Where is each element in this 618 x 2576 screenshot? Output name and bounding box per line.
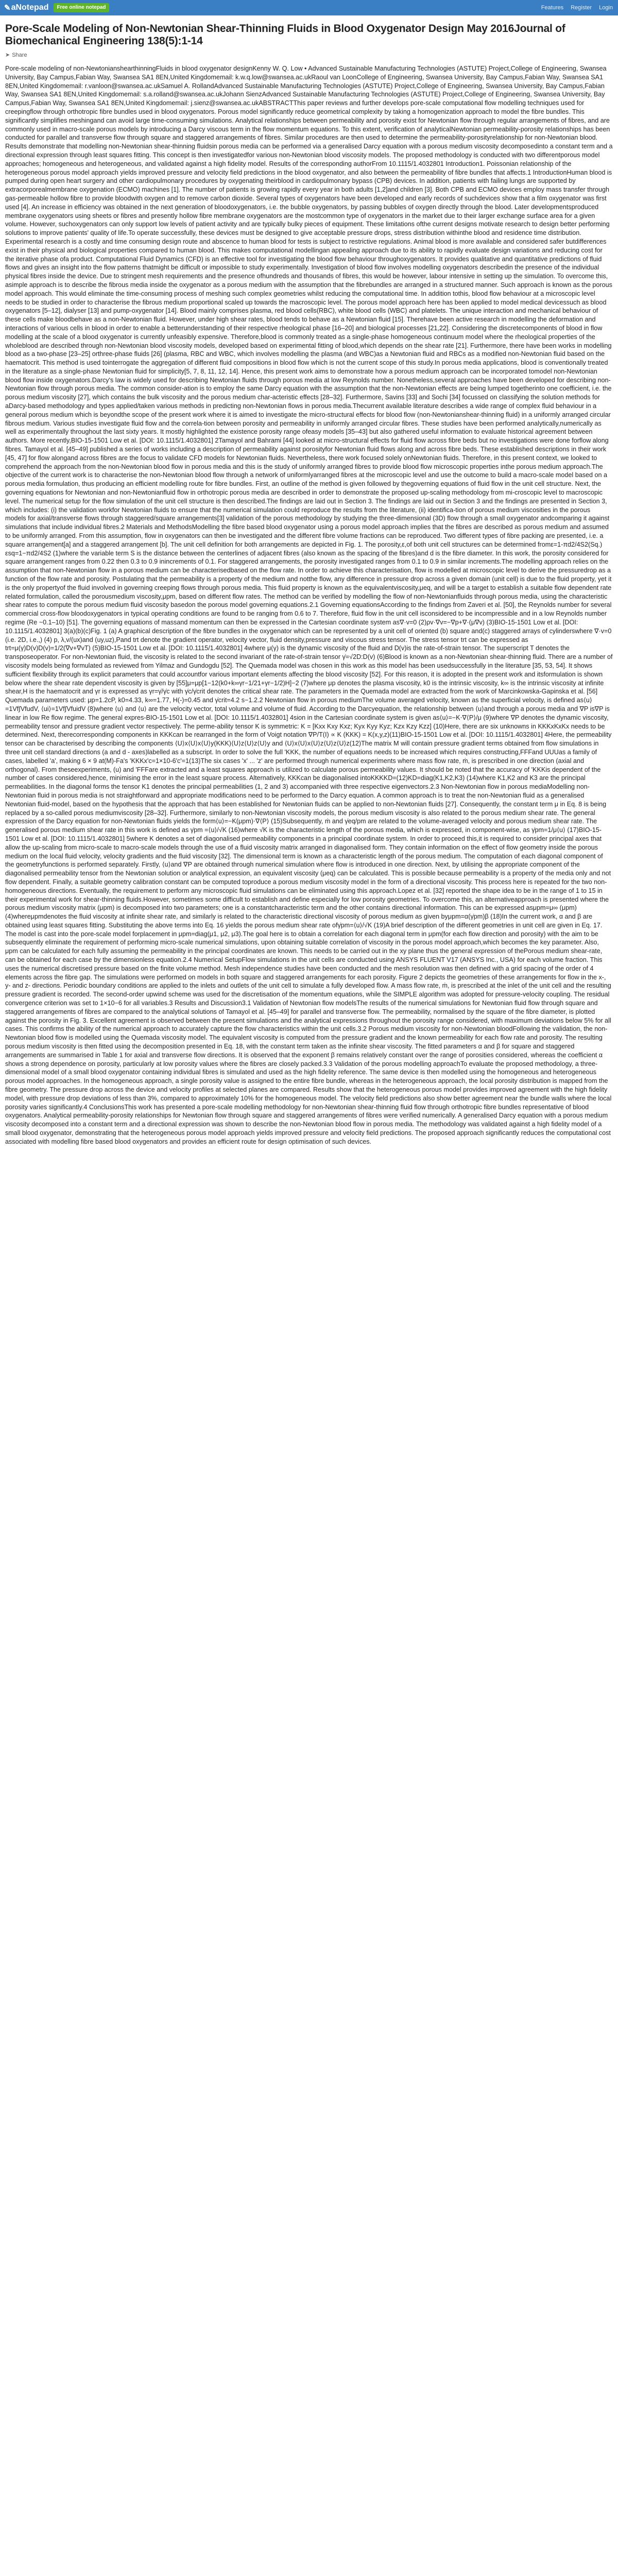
note-body: Pore-scale modeling of non-NewtonianshearthinningFluids in blood oxygenator designKenny W. Q. Low • Advanced Sustainable Manufacturing Technologies (ASTUTE) Project,College of Engineering, Swansea University, Bay Campus,Fabian Way, Swansea SA1 8EN,United Kingdomemail: k.w.q.low@swansea.ac.ukRaoul van LoonCollege of Engineering, Swansea University, Bay Campus,Fabian Way, Swansea SA1 8EN,United Kingdomemail: r.vanloon@swansea.ac.ukSamuel A. RollandAdvanced Sustainable Manufacturing Technologies (ASTUTE) Project,College of Engineering, Swansea University, Bay Campus,Fabian Way, Swansea SA1 8EN,United Kingdomemail: s.a.rolland@swansea.ac.ukJohann SienzAdvanced Sustainable Manufacturing Technologies (ASTUTE) Project,College of Engineering, Swansea University, Bay Campus,Fabian Way, Swansea SA1 8EN,United Kingdomemail: j.sienz@swansea.ac.ukABSTRACTThis paper reviews and further develops pore-scale computational flow modelling techniques used for creepingflow through orthotropic fibre bundles used in blood oxygenators. Porous model significantly reduce geometrical complexity by taking a homogenization approach to model the fibre bundles. This significantly simplifies meshingand can avoid large time-consuming simulations. Analytical relationships between permeability and porosity exist for Newtonian flow through regular arrangements of fibres, and are commonly used in macro-scale porous models by introducing a Darcy viscous term in the flow momentum equations. To this extent, verification of analyticalNewtonian permeability-porosity relationships has been conducted for parallel and transverse flow through square and staggered arrangements of fibres. Similar procedures are then used to determine the permeability-porosityrelationship for non-Newtonian blood. Results demonstrate that modelling non-Newtonian shear-thinning fluidsin porous media can be performed via a generalised Darcy equation with a porous medium viscosity decomposedinto a constant term and a directional expression through least squares fitting. This concept is then investigatedfor various non-Newtonian blood viscosity models. The proposed methodology is conducted with two differentporous model approaches; homogeneous and heterogeneous, and validated against a high fidelity model. Results of the corresponding authorFrom 10.1115/1.4032801 Introduction1. Poissonian relationship of the heterogeneous porous model approach yields improved pressure and velocity field predictions in the blood oxygenator, and also between the permeability of fibre bundles that affects.1 IntroductionHuman blood is pumped during open heart surgery and other cardiopulmonary procedures by oxygenating theirblood in cardiopulmonary bypass (CPB) devices. In addition, patients with failing lungs are supported by extracorporealmembrane oxygenation (ECMO) machines [1]. The number of patients is growing rapidly every year in both adults [1,2]and children [3]. Both CPB and ECMO devices employ mass transfer through gas-permeable hollow fibre to provide bloodwith oxygen and to remove carbon dioxide. Several types of oxygenators have been developed and early records of suchdevices show that a film oxygenator was first used [4]. An increase in efficiency was obtained in the next generation of bloodoxygenators, i.e. the bubble oxygenators, by passing bubbles of oxygen directly through the blood. Later developmentsproduced membrane oxygenators using sheets or fibres and presently hollow fibre membrane oxygenators are the mostcommon type of oxygenators in the market due to their larger exchange surface area for a given volume. However, suchoxygenators can only support low levels of patient activity and are typically bulky pieces of equipment. These limitations ofthe current designs motivate research to design better performing solutions to improve patients' quality of life.To operate successfully, these devices must be designed to give acceptable pressure drops, stress distribution withinthe blood and residence time distribution. Experimental research is a costly and time consuming design route and abscence to human blood for tests is subject to restrictive regulations. Animal blood is more available and considered safer butdifferences exist in their physical and biological properties compared to human blood. This makes computational modellingan appealing approach due to its ability to rapidly evaluate design variations and reducing cost for the iterative phase ofa product. Computational Fluid Dynamics (CFD) is an effective tool for investigating the blood flow behaviour throughoxygenators. It provides qualitative and quantitative predictions of fluid flows and gives an insight into the flow patterns thatmight be difficult or impossible to study experimentally. Investigation of blood flow involves modelling oxygenators describedin the presence of the individual physical fibres inside the device. Due to stringent mesh requirements and the presence ofhundreds and thousands of fibres, this would be however, labour intensive in setting up the simulation. To overcome this, asimple approach is to describe the fibrous media inside the oxygenator as a porous medium with the assumption that the fibrebundles are arranged in a structured manner. Such approach is known as the porous model approach. This would eliminate the time-consuming process of meshing such complex geometries whilst reducing the computational time. In addition tothis, blood flow behaviour at a microscopic level needs to be studied in order to characterise the fibrous medium proportional scaled up towards the macroscopic level. The porous model approach here has been applied to model medical devicessuch as blood oxygenators [5–12], dialyser [13] and pump-oxygenator [14]. Blood mainly comprises plasma, red blood cells(RBC), white blood cells (WBC) and platelets. The unique interaction and mechanical behaviour of these cells make bloodbehave as a non-Newtonian fluid. However, under high shear rates, blood tends to behave as a Newtonian fluid [15]. Therehave been active research in modelling the deformation and interactions of various cells in blood in order to enable a betterunderstanding of their respective rheological phase [16–20] and biological processes [21,22]. Considering the discretecomponents of blood in flow modelling at the scale of a blood oxygenator is currently unfeasibly expensive. Therefore,blood is commonly treated as a single-phase homogeneous continuum model where the rheological properties of the wholeblood are described through non-Newtonian blood viscosity models, developed based on experimental fitting of blood,which depends on the shear rate [21]. Furthermore, there have been works in modelling blood as a two-phase [23–25] orthree-phase fluids [26] (plasma, RBC and WBC, which involves modelling the plasma (and WBC)as a Newtonian fluid and RBCs as a modified non-Newtonian fluid based on the haematocrit. This method is used tointerrogate the aggregation of different fluid compositions in blood flow which is not the current scope of this study.In porous media applications, blood is conventionally treated in the literature as a single-phase Newtonian fluid for simplicity[5, 7, 8, 11, 12, 14]. Hence, this present work aims to demonstrate how a porous medium approach can be incorporated tomodel non-Newtonian blood flow inside oxygenators.Darcy's law is widely used for describing Newtonian fluids through porous media at low Reynolds number. Nonetheless,several approaches have been developed for describing non-Newtonian flow through porous media. The common consider-ation is to employ the same Darcy equation with the assumption that the non-Newtonian effects are being lumped togetherinto one coefficient, i.e. the porous medium viscosity [27], which contains the bulk viscosity and the porous medium char-acteristic effects [28–32]. Furthermore, Savins [33] and Sochi [34] focussed on classifying the solution methods for aDarcy-based methodology and types applied/taken various methods in predicting non-Newtonian flows in porous media.Thecurrent available literature describes a wide range of complex fluid behaviour in a general porous medium which is beyondthe scope of the present work where it is aimed to investigate the micro-structural effects for blood flow (non-Newtonianshear-thinning fluid) in a uniformly arranged circular fibrous medium. Various studies investigate fluid flow and the correla-tion between porosity and permeability in uniformly arranged circular fibres. These studies have been performed analytically,numerically as well as experimentally throughout the last sixty years. It mostly highlighted the existence porosity range ofeasy models [35–43] but also gathered useful information to evaluate historical agreement between authors. More recently,BIO-15-1501 Low et al. [DOI: 10.1115/1.4032801] 2Tamayol and Bahrami [44] looked at micro-structural effects for fluid flow across fibre beds but no investigations were done forflow along fibres. Tamayol et al. [45–49] published a series of works including a description of permeability against porosityfor Newtonian fluid flows along and across fibre beds. These established descriptions in their work [45, 47] for flow alongand across fibres are the focus to validate CFD models for Newtonian fluids. Nevertheless, there work focused solely onNewtonian fluids. Therefore, in this present context, we looked to comprehend the approach from the non-Newtonian blood flow in porous media and this is the study of uniformly arranged fibres to provide blood flow microscopic properties inthe porous medium approach.The objective of the current work is to characterise the non-Newtonian blood flow through a network of uniformlyarranged fibres at the microscopic level and use the outcome to build a macro-scale model based on a porous media formulation, thus producing an efficient modelling route for fibre bundles. First, an outline of the method is given followed by thegoverning equations of fluid flow in the unit cell structure. Next, the governing equations for Newtonian and non-Newtonianfluid flow in orthotropic porous media are described in order to demonstrate the proposed up-scaling methodology from mi-croscopic level to macroscopic level. The numerical setup for the flow simulation of the unit cell structure is then described.The findings are laid out in Section 3. The findings are laid out in Section 3 and the findings are presented in Section 3, which includes: (i) the validation workfor Newtonian fluids to ensure that the numerical simulation could reproduce the results from the literature, (ii) identifica-tion of porous medium viscosities in the porous models for axial/transverse flows through staggered/square arrangements[3] validation of the porous methodology by studying the three-dimensional (3D) flow through a small oxygenator andcomparing it against simulations that include individual fibres.2 Materials and MethodsModelling the fibre based blood oxygenator using a porous model approach implies that the fibres are described as porous medium and assumed to be uniformly arranged. From this assumption, flow in oxygenators can then be investigated and the different fibre volume fractions can be reproduced. Two different types of fibre packing are presented, i.e. a square arrangement[a] and a staggered arrangement [b]. The unit cell definition for both arrangements are depicted in Fig. 1. The porosity,ε,of both unit cell structures can be determined fromε=1-πd2/4S2(Sq.) εsq=1−πd2/4S2 (1)where the variable term S is the distance between the centerlines of adjacent fibres (also known as the spacing of the fibres)and d is the fibre diameter. In this work, the porosity considered for square arrangement ranges from 0.22 then 0.3 to 0.9 inincrements of 0.1. For staggered arrangements, the porosity investigated ranges from 0.1 to 0.9 in similar increments.The modelling approach relies on the assumption that non-Newtonian flow in a porous medium can be characterisedbased on the flow rate. In order to achieve this characterisation, flow is modelled at microscopic level to derive the pressuredrop as a function of the flow rate and porosity. Postulating that the permeability is a property of the medium and notthe flow, any difference in pressure drop across a given domain (unit cell) is due to the fluid property, yet it is the only propertyof the fluid involved in governing creeping flows through porous media. This fluid property is known as the equivalentviscosity,μeq, and will be a target to establish a suitable flow dependent rate related formulation, called the porousmedium viscosity,μpm, based on different flow rates. The method can be verified by modelling the flow of non-Newtonianfluids through porous media, using the characteristic shear rates to compute the porous medium fluid viscosity basedon the porous model governing equations.2.1 Governing equationsAccording to the findings from Zaveri et al. [50], the Reynolds number for several commercial cross-flow bloodoxygenators in typical operating conditions are found to be ranging from 0.6 to 7. Therefore, fluid flow in the unit cell isconsidered to be incompressible and in a low Reynolds number regime (Re ~0.1–10) [51]. The governing equations of massand momentum can then be expressed in the Cartesian coordinate system as∇·v=0 (2)ρv·∇v=−∇p+∇·(μ∇v) (3)BIO-15-1501 Low et al. [DOI: 10.1115/1.4032801] 3(a)(b)(c)Fig. 1 (a) A graphical description of the fibre bundles in the oxygenator which can be represented by a unit cell of oriented (b) square and(c) staggered arrays of cylinderswhere ∇·v=0 (i.e. 2D, i.e.,) (4) p, λ,v/(ux)and (uy,uz),Pand trt denote the gradient operator, velocity vector, fluid density,pressure and viscous stress tensor. The stress tensor trt can be expressed as trt=μ(γ)D(v)D(v)=1/2(∇v+∇vT) (5)BIO-15-1501 Low et al. [DOI: 10.1115/1.4032801] 4where μ(γ) is the dynamic viscosity of the fluid and D(v)is the rate-of-strain tensor. The superscript T denotes the transposeoperator. For non-Newtonian fluid, the viscosity is related to the second invariant of the rate-of-strain tensor γ̇=√2D:D(v) (6)Blood is known as a non-Newtonian shear-thinning fluid. There are a number of viscosity models being formulated as reviewed from Yilmaz and Gundogdu [52]. The Quemada model was chosen in this work as this model has been usedsuccessfully in the literature [35, 53, 54]. It shows sufficient flexibility through its explicit parameters that could accountfor various important elements affecting the blood viscosity [52]. For this reason, it is adopted in the present work and itsformulation is shown below where the shear rate dependent viscosity is given by [55]μ=μp[1−12(k0+k∞γr−1/21+γr−1/2)H]−2 (7)where μp denotes the plasma viscosity, k0 is the intrinsic viscosity, k∞ is the intrinsic viscosity at infinite shear,H is the haematocrit and γr is expressed as γr=γ̇/γ̇c with γ̇c/γ̇crit denotes the critical shear rate. The parameters in the Quemada model are extracted from the work of Marcinkowska-Gapinska et al. [56] Quemada parameters used: μp=1.2cP, k0=4.33, k∞=1.77, H(-)=0.45 and γ̇crit=4.2 s−1.2.2 Newtonian flow in porous mediumThe volume averaged velocity, known as the superficial velocity, is defined as⟨u⟩=1Vf∫VfudV, ⟨ui⟩=1Vf∫VfuidV (8)where ⟨u⟩ and ⟨u⟩ are the velocity vector, total volume and volume of fluid. According to the Darcyequation, the relationship between ⟨u⟩and through a porous media and ∇P is∇P is linear in low Re flow regime. The general expres-BIO-15-1501 Low et al. [DOI: 10.1115/1.4032801] 4sion in the Cartesian coordinate system is given as⟨u⟩=−K⋅∇⟨P⟩/μ (9)where ∇P denotes the dynamic viscosity, permeability tensor and pressure gradient vector respectively. The perme-ability tensor K is symmetric: K = [Kxx Kxy Kxz; Kyx Kyy Kyz; Kzx Kzy Kzz] (10)Here, there are six unknowns in KKKxKxKx needs to be determined. Next, therecorresponding components in KKKcan be rearranged in the form of Voigt notation ∇P/T(I) ∝ K (KKK) = K(x,y,z)(11)BIO-15-1501 Low et al. [DOI: 10.1115/1.4032801] 4Here, the permeability tensor can be characterised by describing the components ⟨U⟩x⟨U⟩x⟨U⟩y(KKK)⟨U⟩z⟨U⟩z⟨U⟩y and ⟨U⟩x⟨U⟩x⟨U⟩z⟨U⟩z⟨U⟩z(12)The matrix M will contain pressure gradient terms obtained from flow simulations in three unit cell standard directions (a and d - axes)labelled as a subscript. In order to solve the full 'KKK, the number of equations needs to be increased which requires constructing,FFFand UUUas a family of cases, labelled 'a', making 6 × 9 at(M)-Fa's 'KKKx'c=1×10-6'c'=1(13)The six cases 'x' ... 'z' are performed through numerical experiments where mass flow rate, ṁ, is prescribed in one direction (axial and orthogonal). From theseexperiments, (u) and 'FFFare extracted and a least squares approach is utilized to calculate porous permeability values. It should be noted that the accuracy of 'KKKis dependent of the number of cases considered,hence, minimising the error in the least square process. Alternatively, KKKcan be diagonalised intoKKKKD=(12)KD=diag(K1,K2,K3) (14)where K1,K2 and K3 are the principal permeabilities. In the diagonal forms the tensor K1 denotes the principal permeabilities (1, 2 and 3) accompanied with three respective eigenvectors.2.3 Non-Newtonian flow in porous mediaModelling non-Newtonian fluid in porous media is not straightforward and appropriate modifications need to be performed to the Darcy equation. A common approach is to treat the non-Newtonian fluid as a generalised Newtonian fluid-model, based on the hypothesis that the approach that has been established for Newtonian fluids can be applied to non-Newtonian fluids [27]. Consequently, the constant term μ in Eq. 8 is being replaced by a so-called porous mediumviscosity [28–32]. Furthermore, similarly to non-Newtonian viscosity models, the porous medium viscosity is also related to the porous medium shear rate. The general expression of the Darcy equation for non-Newtonian fluids yields the form⟨u⟩=−K(μpm)⋅∇⟨P⟩ (15)Subsequently, ṁ and γ̇eq/pm are related to the volume-averaged velocity and porous medium shear rate. The generalised porous medium shear rate in this work is defined as γ̇pm =⟨u⟩/√K (16)where √K is the characteristic length of the porous media, which is expressed, in component-wise, as γ̇pm=1/μ⟨u⟩ (17)BIO-15-1501 Low et al. [DOI: 10.1115/1.4032801] 5where K denotes a set of diagonalised permeability components in a principal coordinate system. In order to proceed this,it is required to consider principal axes that allow the up-scaling from micro-scale to macro-scale models through the use of a fluid viscosity matrix arranged in diagonalised form. They contain information on the effect of flow geometry inside the porous medium on the local fluid velocity, velocity gradients and the fluid viscosity [32]. The dimensional term is known as a characteristic length of the porous medium. The computation of each diagonal component of the geometryfunctions is performed separately. Firstly, ⟨u⟩and ∇P are obtained through numerical simulation where flow is introduced in one direction. Next, by utilising the appropriate component of the diagonalised permeability tensor from the Newtonian solution or analytical expression, an equivalent viscosity (μeq) can be calculated. This is possible because permeability is a property of the media only and not flow dependent. Finally, a suitable geometry calibration constant can be computed toproduce a porous medium viscosity model in the form of a directional viscosity. This process here is repeated for the two non-homogeneous directions. Eventually, the requirement to perform any microscopic fluid simulations can be eliminated using this approach.Lopez et al. [32] reported the shape idea to be in the range of 1 to 15 in their experimental work for shear-thinning fluids.However, sometimes some difficult to establish and define especially for low porosity geometries. To overcome this, an alternativeapproach is presented where the porous medium viscosity matrix (μpm) is decomposed into two parameters; one is a constantcharacteristic term and the other contains directional information. This can be expressed asμpm=μ∞ (μpm) (4)whereμpmdenotes the fluid viscosity at infinite shear rate, and similarly is related to the characteristic directional viscosity of porous medium as given byμpm=α(γ̇pm)β (18)In the current work, α and β are obtained using least squares fitting. Substituting the above terms into Eq. 16 yields the porous medium shear rate ofγ̇pm=⟨u⟩/√K (19)A brief description of the different geometries in unit cell are given in Eq. 17. The model is cast into the pore-scale model forplacement in μpm=diag(μ1, μ2, μ3).The goal here is to obtain a correlation for each diagonal term in μpm(for each flow direction and porosity) with the aim to be subsequently eliminate the requirement of performing micro-scale numerical simulations, upon obtaining suitable correlation of viscosity in the porous model approach,which becomes the key parameter. Also, μpm can be calculated for each fully assuming the permeability in the principal coordinates are known. This needs to be carried out in the xy plane thus the general expression of thePorous medium shear-rate, can be obtained for each case by the dimensionless equation.2.4 Numerical SetupFlow simulations in the unit cells are conducted using ANSYS FLUENT V17 (ANSYS Inc., USA) for each volume fraction. This uses the numerical discretised pressure based on the finite volume method. Mesh independence studies have been conducted and the mesh resolution was then defined with a grid spacing of the order of 4 elements across the fibre gap. The simulations were performed on models in both square and staggered arrangements for each porosity. Figure 2 depicts the geometries of these arrangements for flow in the x-, y- and z- directions. Periodic boundary conditions are applied to the inlets and outlets of the unit cell to simulate a fully developed flow. A mass flow rate, ṁ, is prescribed at the inlet of the unit cell and the resulting pressure gradient is recorded. The second-order upwind scheme was used for the discretisation of the momentum equations, while the SIMPLE algorithm was adopted for pressure-velocity coupling. The residual convergence criterion was set to 1×10−6 for all variables.3 Results and Discussion3.1 Validation of Newtonian flow modelsThe results of the numerical simulations for Newtonian fluid flow through square and staggered arrangements of fibres are compared to the analytical solutions of Tamayol et al. [45–49] for parallel and transverse flow. The permeability, normalised by the square of the fibre diameter, is plotted against the porosity in Fig. 3. Excellent agreement is observed between the present simulations and the analytical expressions throughout the porosity range considered, with maximum deviations below 5% for all cases. This confirms the ability of the numerical approach to accurately capture the flow characteristics within the unit cells.3.2 Porous medium viscosity for non-Newtonian bloodFollowing the validation, the non-Newtonian blood flow is modelled using the Quemada viscosity model. The equivalent viscosity is computed from the pressure gradient and the known permeability for each flow rate and porosity. The resulting porous medium viscosity is then fitted using the decomposition presented in Eq. 18, with the constant term taken as the infinite shear viscosity. The fitted parameters α and β for square and staggered arrangements are summarised in Table 1 for axial and transverse flow directions. It is observed that the exponent β remains relatively constant over the range of porosities considered, whereas the coefficient α shows a strong dependence on porosity, particularly at low porosity values where the fibres are closely packed.3.3 Validation of the porous modelling approachTo evaluate the proposed methodology, a three-dimensional model of a small blood oxygenator containing individual fibres is simulated and used as the high fidelity reference. The same device is then modelled using the homogeneous and heterogeneous porous model approaches. In the homogeneous approach, a single porosity value is assigned to the entire fibre bundle, whereas in the heterogeneous approach, the local porosity distribution is mapped from the fibre geometry. The pressure drop across the device and velocity profiles at selected planes are compared. Results show that the heterogeneous porous model provides improved agreement with the high fidelity model, with pressure drop deviations of less than 3%, compared to approximately 10% for the homogeneous model. The velocity field predictions also show better agreement near the bundle walls where the local porosity varies significantly.4 ConclusionsThis work has presented a pore-scale modelling methodology for non-Newtonian shear-thinning fluid flow through orthotropic fibre bundles representative of blood oxygenators. Analytical permeability-porosity relationships for Newtonian flow through square and staggered arrangements of fibres were verified numerically. A generalised Darcy equation with a porous medium viscosity decomposed into a constant term and a directional expression was shown to describe the non-Newtonian blood flow in porous media. The methodology was validated against a high fidelity model of a small blood oxygenator, demonstrating that the heterogeneous porous model approach yields improved pressure and velocity field predictions. The proposed approach significantly reduces the computational cost associated with modelling fibre based blood oxygenators and provides an efficient route for design optimisation of such devices. — [5, 65, 613, 1145]
app-name: aNotepad — [11, 3, 49, 12]
free-online-notepad-badge: Free online notepad — [54, 3, 109, 12]
app-logo[interactable] — [4, 3, 48, 12]
notepad-logo-icon: ✎ — [4, 4, 11, 12]
share-label: Share — [12, 52, 27, 58]
note-title: Pore-Scale Modeling of Non-Newtonian Shear-Thinning Fluids in Blood Oxygenator Design May 2016Journal of Biomechanical Engineering 138(5):1-14 — [5, 23, 565, 47]
top-bar — [0, 0, 618, 15]
register-link[interactable]: Register — [571, 5, 592, 11]
features-link[interactable]: Features — [541, 5, 564, 11]
share-icon: ➤ — [5, 52, 10, 58]
login-link[interactable]: Login — [599, 5, 613, 11]
top-nav — [541, 0, 613, 15]
note-content — [0, 15, 618, 2576]
share-button[interactable] — [5, 52, 613, 58]
